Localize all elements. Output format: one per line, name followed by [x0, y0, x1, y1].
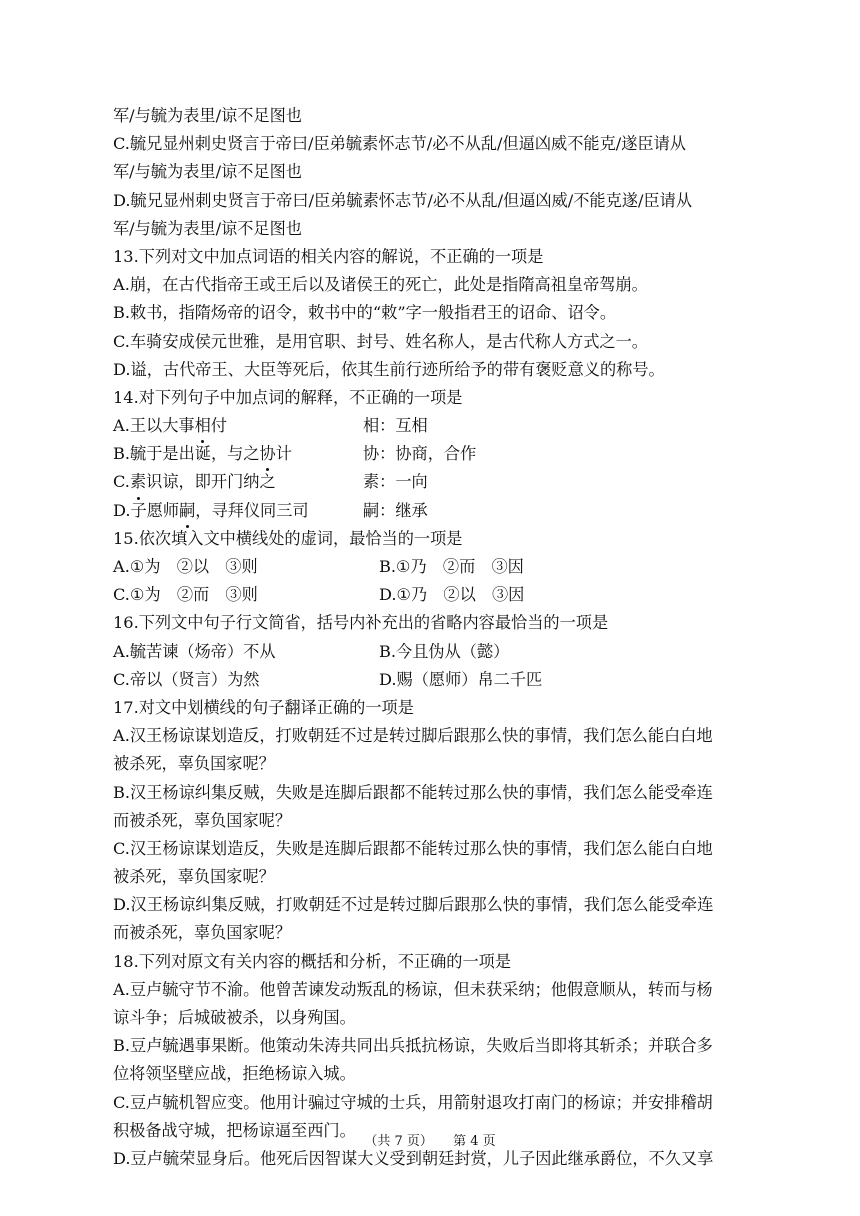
text-line: 积极备战守城，把杨谅逼至西门。: [113, 1120, 356, 1140]
question-15-stem: 15.依次填入文中横线处的虚词，最恰当的一项是: [113, 528, 463, 548]
document-body: [113, 102, 763, 1173]
q15-options-row-1: [113, 553, 763, 581]
option-b-q16: B.今且伪从（懿）: [379, 641, 510, 661]
text-line: 位将领坚壁应战，拒绝杨谅入城。: [113, 1064, 356, 1084]
option-d-q13: D.谥，古代帝王、大臣等死后，依其生前行迹所给予的带有褒贬意义的称号。: [113, 359, 665, 379]
emphasis-dot-char: 嗣: [179, 497, 195, 525]
option-a-q13: A.崩，在古代指帝王或王后以及诸侯王的死亡，此处是指隋高祖皇帝驾崩。: [113, 275, 648, 295]
option-c-q14: C.素识谅，即开门纳之 素：一向: [113, 468, 763, 496]
emphasis-dot-char: 相: [195, 412, 211, 440]
q16-options-row-2: [113, 666, 763, 694]
gloss: 素：一向: [363, 472, 428, 492]
option-b-q17: B.汉王杨谅纠集反贼，失败是连脚后跟都不能转过那么快的事情，我们怎么能受牵连: [113, 782, 713, 802]
question-17-stem: 17.对文中划横线的句子翻译正确的一项是: [113, 697, 414, 717]
question-16-stem: 16.下列文中句子行文简省，括号内补充出的省略内容最恰当的一项是: [113, 613, 609, 633]
text-line: 而被杀死，辜负国家呢？: [113, 810, 292, 830]
option-d-q18: D.豆卢毓荣显身后。他死后因智谋大义受到朝廷封赏，儿子因此继承爵位，不久又享: [113, 1148, 714, 1168]
q16-options-row-1: [113, 638, 763, 666]
text-line: 军/与毓为表里/谅不足图也: [113, 162, 302, 182]
emphasis-dot-char: 协: [260, 440, 276, 468]
text-line: 而被杀死，辜负国家呢？: [113, 923, 292, 943]
q15-options-row-2: [113, 581, 763, 609]
option-c-q16: C.帝以（贤言）为然: [113, 669, 260, 689]
option-a-q16: A.毓苦谏（炀帝）不从: [113, 641, 276, 661]
total-pages: （共 7 页）: [364, 1134, 433, 1149]
option-a-q14: A.王以大事相付 相：互相: [113, 412, 763, 440]
option-c-q15: C.①为 ②而 ③则: [113, 585, 258, 605]
option-d-q17: D.汉王杨谅纠集反贼，打败朝廷不过是转过脚后跟那么快的事情，我们怎么能受牵连: [113, 895, 714, 915]
option-d-q14: D.子愿师嗣，寻拜仪同三司 嗣：继承: [113, 497, 763, 525]
option-c-q17: C.汉王杨谅谋划造反，失败是连脚后跟都不能转过那么快的事情，我们怎么能白白地: [113, 838, 713, 858]
gloss: 嗣：继承: [363, 500, 428, 520]
option-c-q12: C.毓兄显州刺史贤言于帝曰/臣弟毓素怀志节/必不从乱/但逼凶威不能克/遂臣请从: [113, 134, 686, 154]
emphasis-dot-char: 素: [130, 468, 146, 496]
option-a-q15: A.①为 ②以 ③则: [113, 557, 258, 576]
question-13-stem: 13.下列对文中加点词语的相关内容的解说，不正确的一项是: [113, 246, 544, 266]
text-line: 军/与毓为表里/谅不足图也: [113, 218, 302, 238]
option-b-q15: B.①乃 ②而 ③因: [379, 557, 524, 576]
option-d-q15: D.①乃 ②以 ③因: [379, 585, 525, 605]
option-d-q16: D.赐（愿师）帛二千匹: [379, 669, 543, 689]
option-a-q17: A.汉王杨谅谋划造反，打败朝廷不过是转过脚后跟那么快的事情，我们怎么能白白地: [113, 726, 713, 746]
option-a-q18: A.豆卢毓守节不渝。他曾苦谏发动叛乱的杨谅，但未获采纳；他假意顺从，转而与杨: [113, 979, 713, 999]
gloss: 相：互相: [363, 416, 428, 436]
question-14-stem: 14.对下列句子中加点词的解释，不正确的一项是: [113, 387, 463, 407]
option-d-q12: D.毓兄显州刺史贤言于帝曰/臣弟毓素怀志节/必不从乱/但逼凶威/不能克遂/臣请从: [113, 190, 693, 210]
gloss: 协：协商，合作: [363, 444, 477, 464]
text-line: 谅斗争；后城破被杀，以身殉国。: [113, 1008, 356, 1027]
option-b-q18: B.豆卢毓遇事果断。他策动朱涛共同出兵抵抗杨谅，失败后当即将其斩杀；并联合多: [113, 1036, 713, 1056]
text-line: 被杀死，辜负国家呢？: [113, 867, 275, 887]
page-footer: [0, 1130, 860, 1149]
option-c-q18: C.豆卢毓机智应变。他用计骗过守城的士兵，用箭射退攻打南门的杨谅；并安排稽胡: [113, 1092, 713, 1112]
text-line: 被杀死，辜负国家呢？: [113, 754, 275, 774]
page-number: 第 4 页: [453, 1134, 496, 1149]
question-18-stem: 18.下列对原文有关内容的概括和分析，不正确的一项是: [113, 951, 512, 971]
option-b-q13: B.敕书，指隋炀帝的诏令，敕书中的“敕”字一般指君王的诏命、诏令。: [113, 303, 617, 323]
option-b-q14: B.毓于是出诞，与之协计 协：协商，合作: [113, 440, 763, 468]
text-line: 军/与毓为表里/谅不足图也: [113, 106, 302, 125]
option-c-q13: C.车骑安成侯元世雅，是用官职、封号、姓名称人，是古代称人方式之一。: [113, 331, 648, 351]
